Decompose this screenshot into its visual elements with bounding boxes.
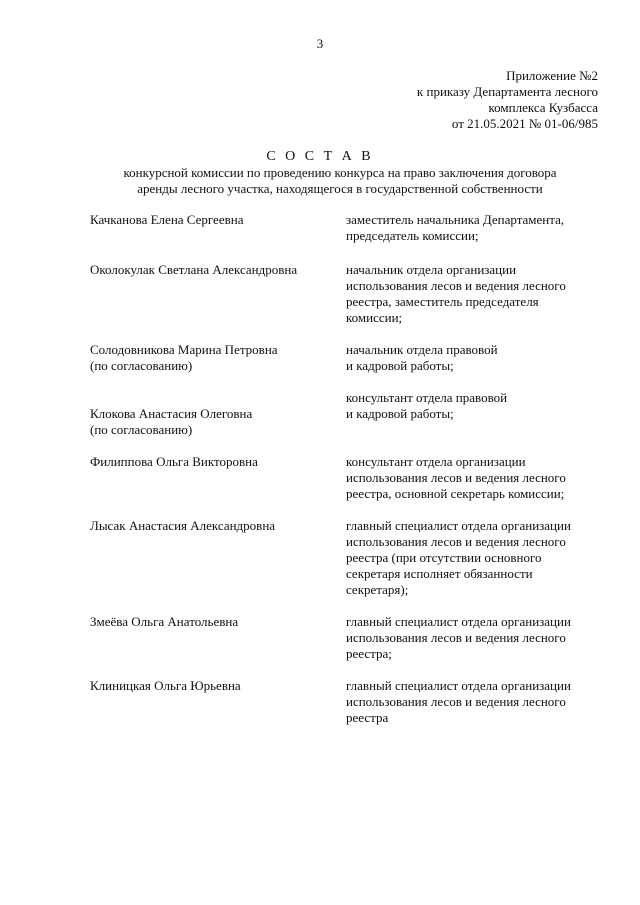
- member-name-line: (по согласованию): [90, 358, 193, 373]
- member-role-line: председатель комиссии;: [346, 228, 479, 243]
- member-role-line: консультант отдела организации: [346, 454, 526, 469]
- member-role-line: использования лесов и ведения лесного: [346, 470, 566, 485]
- subtitle-line: аренды лесного участка, находящегося в государственной собственности: [137, 181, 543, 196]
- member-role-line: использования лесов и ведения лесного: [346, 694, 566, 709]
- appendix-header: [417, 68, 598, 132]
- member-role: [346, 390, 606, 422]
- member-name-line: Змеёва Ольга Анатольевна: [90, 614, 239, 629]
- appendix-line: комплекса Кузбасса: [488, 100, 598, 115]
- document-subtitle: [80, 165, 600, 197]
- member-role-line: главный специалист отдела организации: [346, 614, 571, 629]
- document-title: С О С Т А В: [266, 149, 374, 164]
- member-name: [90, 212, 340, 228]
- member-name: [90, 518, 340, 534]
- member-role: [346, 614, 606, 662]
- member-role: [346, 518, 606, 598]
- member-role: [346, 454, 606, 502]
- member-role-line: использования лесов и ведения лесного: [346, 630, 566, 645]
- appendix-line: к приказу Департамента лесного: [416, 84, 598, 99]
- member-name-line: Солодовникова Марина Петровна: [90, 342, 278, 357]
- member-name: [90, 454, 340, 470]
- member-role-line: главный специалист отдела организации: [346, 518, 571, 533]
- member-role-line: секретаря);: [346, 582, 409, 597]
- member-role-line: реестра: [346, 710, 389, 725]
- member-name: [90, 406, 340, 438]
- appendix-line: Приложение №2: [506, 68, 598, 83]
- member-role-line: главный специалист отдела организации: [346, 678, 571, 693]
- member-role-line: заместитель начальника Департамента,: [346, 212, 565, 227]
- member-name-line: Клиницкая Ольга Юрьевна: [90, 678, 241, 693]
- member-name-line: Околокулак Светлана Александровна: [90, 262, 298, 277]
- member-role: [346, 678, 606, 726]
- member-name-line: Клокова Анастасия Олеговна: [90, 406, 253, 421]
- member-name: [90, 614, 340, 630]
- member-name: [90, 342, 340, 374]
- member-role-line: реестра;: [346, 646, 392, 661]
- page-number: 3: [316, 36, 324, 51]
- member-role-line: реестра, основной секретарь комиссии;: [346, 486, 565, 501]
- member-role-line: реестра (при отсутствии основного: [346, 550, 542, 565]
- member-role: [346, 342, 606, 374]
- member-role-line: комиссии;: [346, 310, 403, 325]
- member-role: [346, 212, 606, 244]
- member-name: [90, 262, 340, 278]
- member-role-line: начальник отдела организации: [346, 262, 517, 277]
- member-name-line: Филиппова Ольга Викторовна: [90, 454, 258, 469]
- member-name-line: Лысак Анастасия Александровна: [90, 518, 276, 533]
- member-role-line: секретаря исполняет обязанности: [346, 566, 533, 581]
- member-role-line: и кадровой работы;: [346, 358, 454, 373]
- member-role-line: реестра, заместитель председателя: [346, 294, 539, 309]
- member-name-line: Качканова Елена Сергеевна: [90, 212, 244, 227]
- subtitle-line: конкурсной комиссии по проведению конкурса на право заключения договора: [123, 165, 557, 180]
- member-role-line: начальник отдела правовой: [346, 342, 498, 357]
- member-role-line: использования лесов и ведения лесного: [346, 534, 566, 549]
- member-role: [346, 262, 606, 326]
- appendix-line: от 21.05.2021 № 01-06/985: [451, 116, 598, 131]
- member-role-line: использования лесов и ведения лесного: [346, 278, 566, 293]
- member-role-line: консультант отдела правовой: [346, 390, 508, 405]
- member-name-line: (по согласованию): [90, 422, 193, 437]
- member-role-line: и кадровой работы;: [346, 406, 454, 421]
- member-name: [90, 678, 340, 694]
